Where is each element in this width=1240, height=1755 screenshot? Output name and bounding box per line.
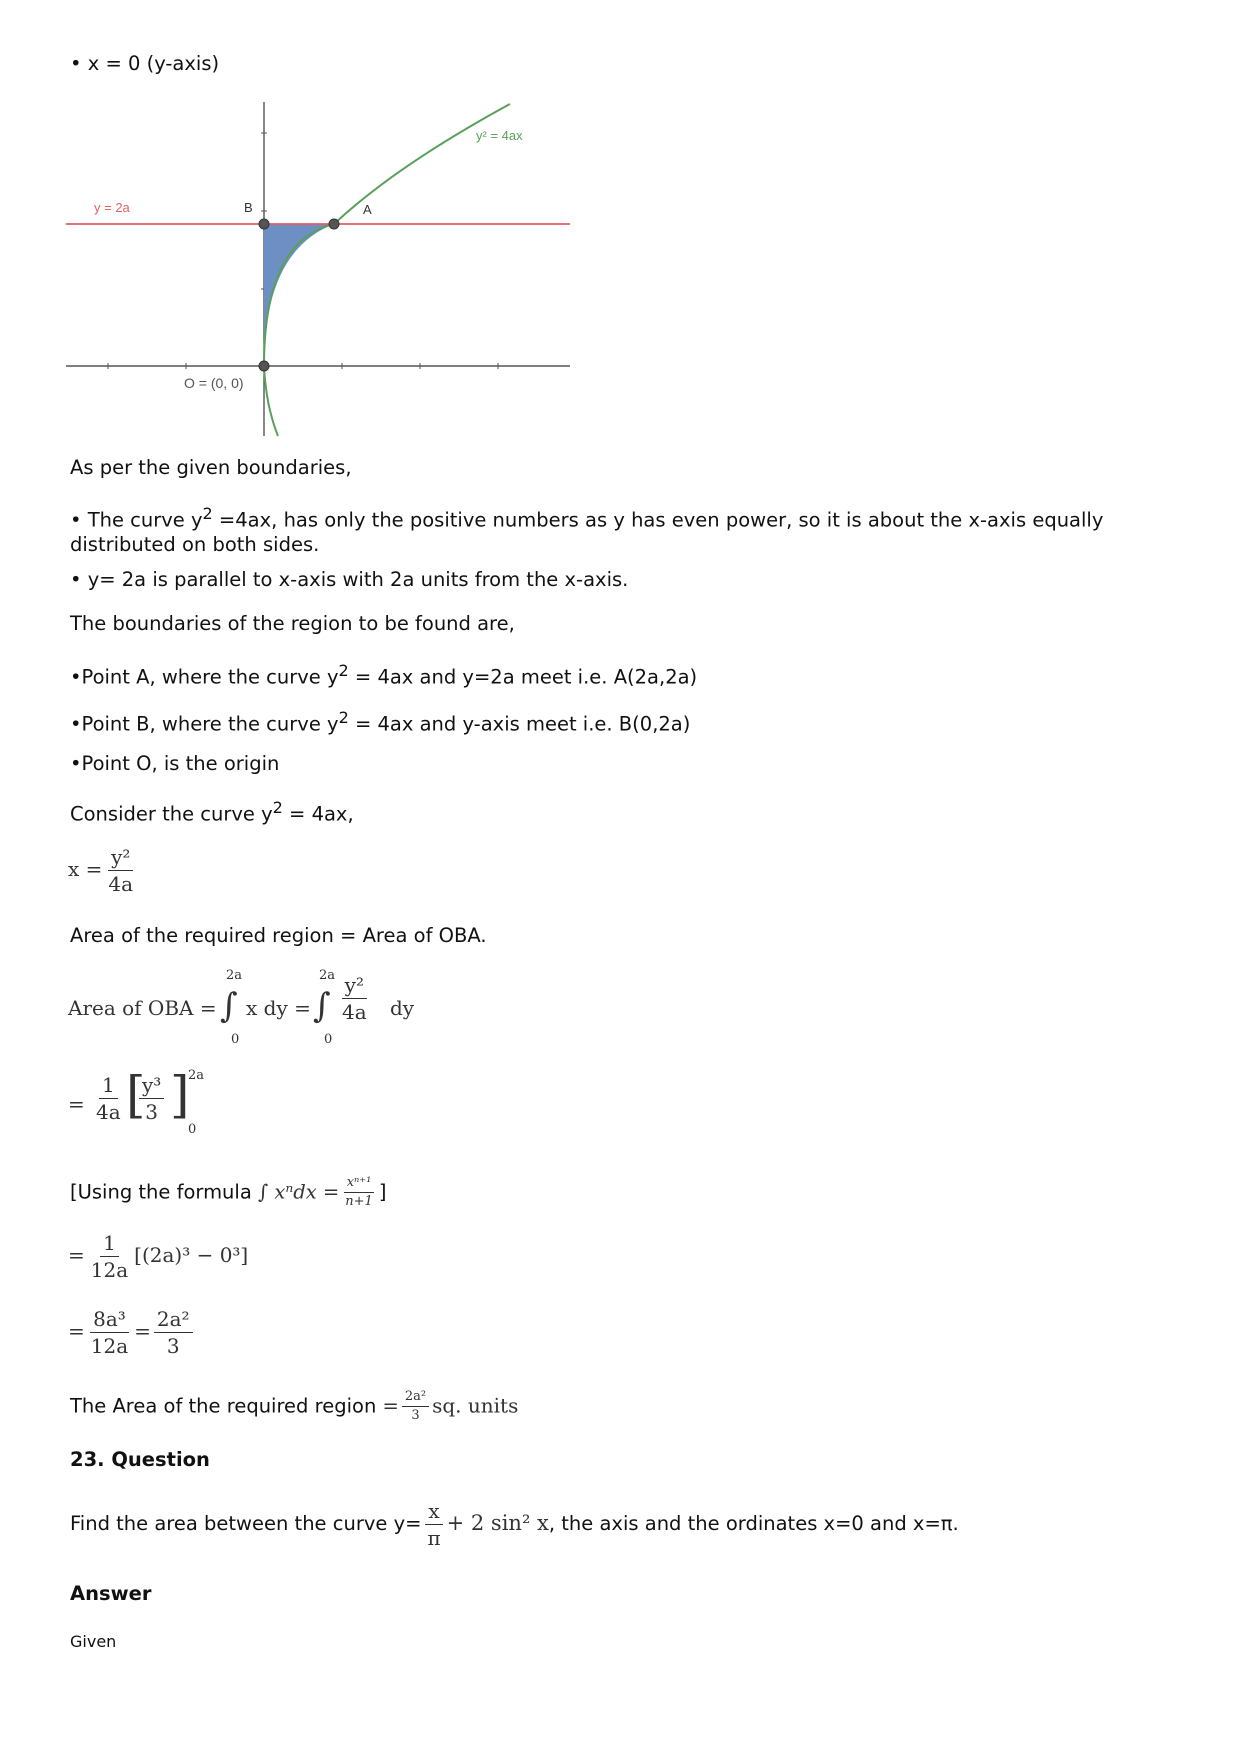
bracket-left: [ bbox=[126, 1066, 146, 1124]
equation-simplified: = $\frac{\text{8a³}}{12a}$ = $\frac{\text{2a²}}{3}$ bbox=[68, 1308, 196, 1357]
equation-area-integral: Area of OBA = 2a ∫ 0 x dy = 2a ∫ 0 $\frac{\text{y²}}{4a}$ dy bbox=[68, 968, 415, 1047]
as-per-text: As per the given boundaries, bbox=[70, 456, 352, 479]
consider-text: Consider the curve $y^2 = 4ax$, bbox=[70, 798, 354, 826]
using-formula-text: [Using the formula ∫ xⁿdx = $\frac{\text{xⁿ⁺¹}}{n+1}$ ] bbox=[70, 1175, 387, 1210]
point-o bbox=[259, 361, 269, 371]
point-b-text: •Point B, where the curve $y^2 = 4ax$ and y-axis meet i.e. B(0,2a) bbox=[70, 708, 691, 736]
area-required-text: Area of the required region = Area of OBA. bbox=[70, 924, 487, 947]
point-a-label: A bbox=[363, 202, 372, 217]
equation-antiderivative: = $\frac{1}{4a}$ [ $\frac{\text{y³}}{3}$ ] 2a 0 bbox=[68, 1066, 205, 1137]
point-b-label: B bbox=[244, 200, 253, 215]
bullet-y-axis: • x = 0 (y-axis) bbox=[70, 52, 220, 75]
parabola-lower-branch bbox=[264, 366, 278, 436]
bracket-right: ] bbox=[170, 1066, 190, 1124]
shaded-region-oba bbox=[264, 224, 334, 366]
point-a-text: •Point A, where the curve $y^2 = 4ax$ and y=2a meet i.e. A(2a,2a) bbox=[70, 661, 698, 689]
question-text: Find the area between the curve y= $\frac{x}{\pi}$ + 2 sin² x, the axis and the ordinates x=0 and x=π. bbox=[70, 1499, 959, 1550]
line-label: y = 2a bbox=[94, 200, 130, 215]
region-graph bbox=[66, 96, 578, 440]
curve-label: y² = 4ax bbox=[476, 128, 523, 143]
equation-x-expression: x = $\frac{\text{y²}}{4a}$ bbox=[68, 845, 134, 896]
equation-substitution: = $\frac{1}{12a}$ [(2a)³ − 0³] bbox=[68, 1231, 249, 1282]
answer-heading: Answer bbox=[70, 1582, 152, 1605]
point-b bbox=[259, 219, 269, 229]
area-result: The Area of the required region = $\frac{\text{2a²}}{3}$ sq. units bbox=[70, 1389, 519, 1424]
axis-ticks bbox=[108, 133, 498, 369]
point-o-text: •Point O, is the origin bbox=[70, 752, 280, 775]
origin-label: O = (0, 0) bbox=[184, 375, 244, 391]
boundaries-text: The boundaries of the region to be found are, bbox=[70, 612, 515, 635]
integral-sign-1: ∫ bbox=[220, 986, 238, 1026]
given-text: Given bbox=[70, 1632, 117, 1651]
point-a bbox=[329, 219, 339, 229]
curve-bullet: • The curve $y^2 =4ax$, has only the positive numbers as y has even power, so it is about the x-axis equally distributed on both sides. bbox=[70, 504, 1104, 556]
question-heading: 23. Question bbox=[70, 1448, 210, 1471]
line-bullet: • y= 2a is parallel to x-axis with 2a units from the x-axis. bbox=[70, 568, 629, 591]
integral-sign-2: ∫ bbox=[313, 986, 331, 1026]
